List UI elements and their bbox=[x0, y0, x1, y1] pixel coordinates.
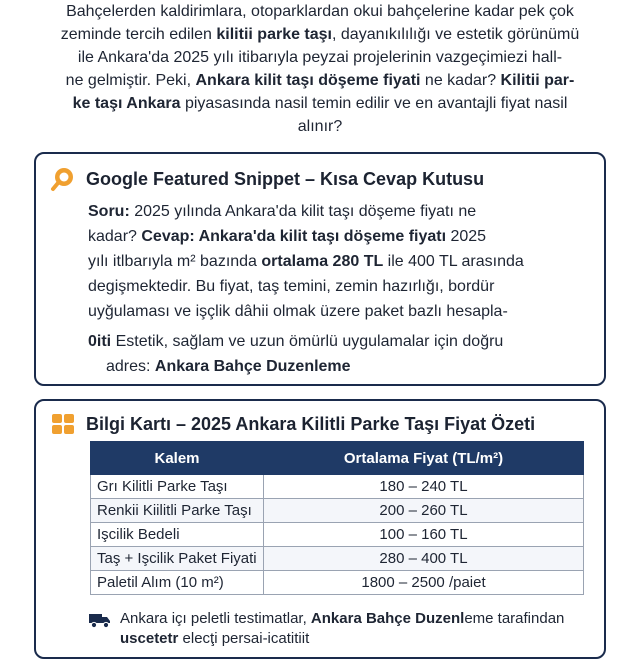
row-price: 180 – 240 TL bbox=[264, 475, 584, 499]
table-row bbox=[91, 571, 584, 595]
row-price: 100 – 160 TL bbox=[264, 523, 584, 547]
intro-paragraph bbox=[40, 0, 600, 138]
row-price: 280 – 400 TL bbox=[264, 547, 584, 571]
info-title: Bilgi Kartı – 2025 Ankara Kilitli Parke Taşı Fiyat Özeti bbox=[86, 413, 536, 434]
brand-link[interactable]: Ankara Bahçe Duzenleme bbox=[154, 358, 351, 375]
table-row bbox=[91, 547, 584, 571]
table-row bbox=[91, 499, 584, 523]
row-price: 200 – 260 TL bbox=[264, 499, 584, 523]
delivery-note bbox=[88, 609, 598, 649]
snippet-title: Google Featured Snippet – Kısa Cevap Kutusu bbox=[86, 168, 485, 189]
row-item: Taş + Işcilik Paket Fiyati bbox=[91, 547, 264, 571]
snippet-footer: 0iti Estetik, sağlam ve uzun ömürlü uygulamalar için doğru adres: Ankara Bahçe Duzenleme bbox=[88, 333, 504, 375]
column-header-item: Kalem bbox=[91, 442, 264, 475]
truck-icon bbox=[88, 611, 112, 629]
answer-label: Cevap: Ankara'da kilit taşı döşeme fiyatı bbox=[141, 228, 447, 245]
row-item: Paletil Alım (10 m²) bbox=[91, 571, 264, 595]
grid-blocks-icon bbox=[50, 411, 76, 437]
column-header-price: Ortalama Fiyat (TL/m²) bbox=[264, 442, 584, 475]
question-label: Soru: bbox=[88, 203, 130, 220]
table-header-row bbox=[91, 442, 584, 475]
row-price: 1800 – 2500 /paiet bbox=[264, 571, 584, 595]
row-item: Renkii Kiilitli Parke Taşı bbox=[91, 499, 264, 523]
intro-line: alınır? bbox=[297, 118, 343, 135]
info-header bbox=[50, 411, 535, 437]
snippet-body: Soru: 2025 yılında Ankara'da kilit taşı döşeme fiyatı ne kadar? Cevap: Ankara'da kilit taşı döşeme fiyatı 2025 yılı itlbarıyla m² bazında ortalama 280 TL ile 400 TL arasında degişmektedir. Bu fiyat, taş temini, zemin hazırlığı, bordür uyğulaması ve işçlik dâhii olmak üzere paket bazlı hesapla- bbox=[88, 203, 524, 320]
featured-snippet-card bbox=[34, 152, 606, 386]
row-item: Işcilik Bedeli bbox=[91, 523, 264, 547]
table-row bbox=[91, 475, 584, 499]
intro-line: ile Ankara'da 2025 yılı itibarıyla peyzai projelerinin vazgeçimiezi hall- bbox=[77, 49, 563, 66]
snippet-header bbox=[50, 166, 484, 192]
intro-line: Bahçelerden kaldirimlara, otoparklardan okui bahçelerine kadar pek çok bbox=[66, 3, 574, 20]
intro-line: ke taşı Ankara piyasasında nasil temin edilir ve en avantajli fiyat nasil bbox=[72, 95, 568, 112]
note-text: Ankara içı peletli testimatlar, Ankara Bahçe Duzenleme tarafindan uscetetr elecţi persai-icatitiit bbox=[120, 610, 565, 647]
table-row bbox=[91, 523, 584, 547]
price-table bbox=[90, 441, 584, 595]
intro-line: ne gelmiştir. Peki, Ankara kilit taşı döşeme fiyati ne kadar? Kilitii par- bbox=[65, 72, 575, 89]
row-item: Grı Kilitli Parke Taşı bbox=[91, 475, 264, 499]
brand-link[interactable]: Ankara Bahçe Duzenl bbox=[310, 610, 465, 627]
intro-line: zeminde tercih edilen kilitii parke taşı, dayanıkılılığı ve estetik görünümü bbox=[60, 26, 580, 43]
info-card bbox=[34, 399, 606, 659]
search-pin-icon bbox=[50, 166, 76, 192]
